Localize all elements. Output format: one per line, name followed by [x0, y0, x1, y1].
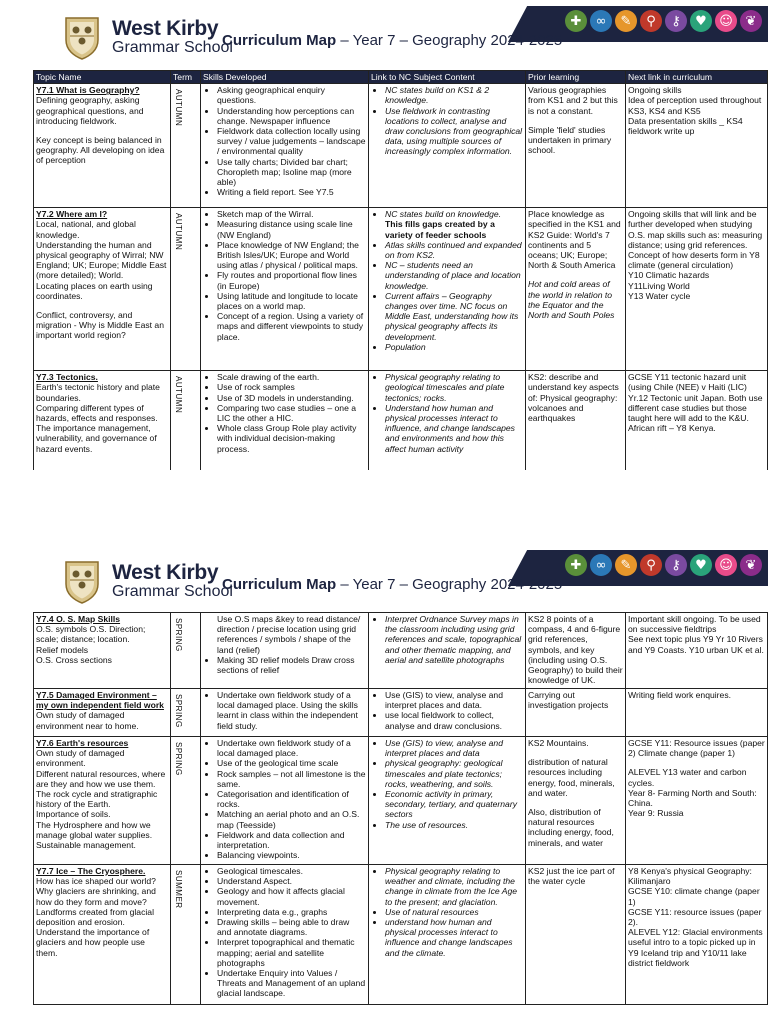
next-cell	[626, 208, 768, 371]
heart-icon: ♥	[690, 554, 712, 576]
prior-cell	[526, 208, 626, 371]
topic-cell	[34, 208, 171, 371]
next-text: Year 9: Russia	[628, 808, 684, 819]
nc-cell	[369, 84, 526, 208]
topic-cell	[34, 865, 171, 1005]
column-header: Next link in curriculum	[626, 71, 768, 84]
skills-cell	[201, 737, 369, 865]
curriculum-table-1	[33, 70, 768, 471]
topic-title: Y7.3 Tectonics.	[36, 372, 98, 383]
nc-item: • Economic activity in primary, secondary, tertiary, and quaternary sectors	[385, 789, 523, 820]
school-name	[112, 562, 233, 600]
key-icon: ⚷	[665, 554, 687, 576]
prior-text: KS2 Mountains.	[528, 738, 589, 748]
nc-item: • understand how human and physical processes interact to influence and change landscapes and the climate.	[385, 917, 523, 958]
next-text: See next topic plus Y9 Yr 10 Rivers and Y9 Coasts. Y10 urban UK et al.	[628, 634, 764, 655]
skill-item: • Scale drawing of the earth.	[217, 372, 366, 382]
prior-cell	[526, 865, 626, 1005]
next-text: Year 8- Farming North and South: China.	[628, 787, 757, 809]
topic-cell	[34, 371, 171, 471]
prior-text: Also, distribution of natural resources including energy, food, minerals, and water	[528, 807, 614, 848]
nc-item: • Use (GIS) to view, analyse and interpret places and data	[385, 738, 523, 758]
page-1	[0, 0, 768, 470]
leaf-icon: ❦	[740, 10, 762, 32]
topic-text: The importance management, vulnerability, and governance of hazard events.	[36, 423, 157, 454]
skill-item: • Comparing two case studies – one a LIC the other a HIC.	[217, 403, 366, 423]
topic-text: Key concept is being balanced in geography. All developing on idea of perception	[36, 135, 165, 166]
topic-cell	[34, 84, 171, 208]
column-header: Skills Developed	[201, 71, 369, 84]
prior-cell	[526, 737, 626, 865]
nc-item: • Physical geography relating to weather and climate, including the change in climate from the Ice Age to the present; and glaciation.	[385, 866, 523, 907]
topic-text: Own study of damaged environment near to home.	[36, 710, 139, 731]
values-icons	[565, 8, 762, 34]
next-text: Ongoing skills	[628, 85, 682, 96]
topic-cell	[34, 689, 171, 737]
table-row	[34, 737, 768, 865]
school-name	[112, 18, 233, 56]
school-name-line1: West Kirby	[112, 561, 219, 584]
leaf-icon: ❦	[740, 554, 762, 576]
nc-item: • Use of natural resources	[385, 907, 523, 917]
term-label: SUMMER	[174, 870, 184, 909]
nc-cell	[369, 737, 526, 865]
school-name-line2: Grammar School	[112, 583, 233, 600]
column-header: Term	[171, 71, 201, 84]
nc-item: • Atlas skills continued and expanded on from KS2.	[385, 240, 523, 260]
table-row	[34, 865, 768, 1005]
nc-item	[385, 209, 523, 240]
page-gap	[0, 470, 768, 544]
nc-item: • Use fieldwork in contrasting locations to collect, analyse and draw conclusions from geographical data, using multiple sources of increasingly complex information.	[385, 106, 523, 157]
skill-item: • Use of 3D models in understanding.	[217, 393, 366, 403]
skill-item: • Making 3D relief models Draw cross sections of relief	[217, 655, 366, 675]
topic-text: The Hydrosphere and how we manage global water supplies.	[36, 819, 153, 840]
nc-item: • Interpret Ordnance Survey maps in the classroom including using grid references and scale, topographical and other thematic mapping, and aerial and satellite photographs	[385, 614, 523, 665]
next-text: Concept of how deserts form in Y8 climate (general circulation)	[628, 250, 760, 271]
prior-text: Place knowledge as specified in the KS1 and KS2 Guide: World's 7 continents and 5 oceans; UK; Europe; North & South America	[528, 209, 621, 271]
topic-text: Importance of soils.	[36, 809, 111, 820]
nc-bold: This fills gaps created by a variety of feeder schools	[385, 219, 495, 240]
next-cell	[626, 689, 768, 737]
topic-text: Defining geography, asking geographical questions, and introducing fieldwork.	[36, 95, 144, 126]
table-row	[34, 84, 768, 208]
school-crest-icon	[64, 560, 100, 604]
nc-item: • physical geography: geological timescales and plate tectonics; rocks, weathering, and soils.	[385, 758, 523, 789]
topic-text: Comparing different types of hazards, effects and responses.	[36, 402, 158, 424]
term-label: SPRING	[174, 618, 184, 652]
nc-item: • The use of resources.	[385, 820, 523, 830]
runner-icon: ☺	[715, 554, 737, 576]
search-icon: ⚲	[640, 10, 662, 32]
prior-text: Various geographies from KS1 and 2 but this is not a constant.	[528, 85, 618, 116]
nc-item: • Use (GIS) to view, analyse and interpret places and data.	[385, 690, 523, 710]
title-bold: Curriculum Map	[222, 576, 337, 593]
nc-cell	[369, 208, 526, 371]
next-text: Y8 Kenya's physical Geography: Kilimanjaro	[628, 866, 752, 887]
skills-cell	[201, 613, 369, 689]
table-row	[34, 613, 768, 689]
topic-text: Locating places on earth using coordinates.	[36, 280, 153, 301]
chain-icon: ∞	[590, 554, 612, 576]
topic-text: Local, national, and global knowledge.	[36, 219, 136, 240]
skill-item: • Undertake Enquiry into Values / Threats and Management of an upland glacial landscape.	[217, 968, 366, 999]
skills-cell	[201, 865, 369, 1005]
next-text: ALEVEL Y12: Glacial environments useful intro to a topic picked up in Y9 Iceland trip and Y10/11 lake district fieldwork	[628, 927, 763, 968]
nc-cell	[369, 689, 526, 737]
term-label: SPRING	[174, 742, 184, 776]
skill-item: • Fieldwork data collection locally using survey / value judgements – landscape / environmental quality	[217, 126, 366, 157]
term-label: AUTUMN	[174, 89, 184, 127]
next-text: GCSE Y11 tectonic hazard unit (using Chile (NEE) v Haiti (LIC)	[628, 372, 747, 393]
skill-item: • Interpreting data e.g., graphs	[217, 907, 366, 917]
next-cell	[626, 371, 768, 471]
next-cell	[626, 613, 768, 689]
nc-item: • use local fieldwork to collect, analyse and draw conclusions.	[385, 710, 523, 730]
chain-icon: ∞	[590, 10, 612, 32]
term-label: AUTUMN	[174, 376, 184, 414]
topic-text: Relief models	[36, 644, 89, 655]
table-row	[34, 371, 768, 471]
topic-title: Y7.1 What is Geography?	[36, 85, 140, 96]
skill-item: • Use tally charts; Divided bar chart; Choropleth map; Isoline map (more able)	[217, 157, 366, 188]
nc-item: • Physical geography relating to geological timescales and plate tectonics; rocks.	[385, 372, 523, 403]
skills-cell	[201, 371, 369, 471]
page-header	[0, 544, 768, 612]
topic-title: Y7.5 Damaged Environment – my own independent field work	[36, 690, 164, 711]
school-crest-icon	[64, 16, 100, 60]
topic-text: Earth's tectonic history and plate boundaries.	[36, 382, 160, 403]
skill-item: • Undertake own fieldwork study of a local damaged place.	[217, 738, 366, 758]
skill-item: • Whole class Group Role play activity with individual decision-making process.	[217, 423, 366, 454]
title-bold: Curriculum Map	[222, 32, 337, 49]
column-header: Link to NC Subject Content	[369, 71, 526, 84]
school-name-line2: Grammar School	[112, 39, 233, 56]
table-row	[34, 208, 768, 371]
nc-item: • Current affairs – Geography changes over time. NC focus on Middle East, understanding how its physical geography affects its development.	[385, 291, 523, 342]
puzzle-icon: ✚	[565, 554, 587, 576]
term-label: SPRING	[174, 694, 184, 728]
nc-cell	[369, 865, 526, 1005]
topic-title: Y7.2 Where am I?	[36, 209, 108, 220]
topic-text: O.S. Cross sections	[36, 654, 112, 665]
term-cell	[171, 737, 201, 865]
skill-item: • Use of the geological time scale	[217, 758, 366, 768]
next-text: GCSE Y11: Resource issues (paper 2) Climate change (paper 1)	[628, 738, 765, 759]
topic-cell	[34, 613, 171, 689]
title-rest: – Year 7 – Geography 2024-2025	[336, 32, 563, 49]
term-cell	[171, 84, 201, 208]
skill-item: • Categorisation and identification of rocks.	[217, 789, 366, 809]
skill-item: • Asking geographical enquiry questions.	[217, 85, 366, 105]
skill-item: • Drawing skills – being able to draw and annotate diagrams.	[217, 917, 366, 937]
skills-cell	[201, 84, 369, 208]
nc-text: NC states build on knowledge.	[385, 209, 502, 220]
next-cell	[626, 84, 768, 208]
column-header: Prior learning	[526, 71, 626, 84]
runner-icon: ☺	[715, 10, 737, 32]
search-icon: ⚲	[640, 554, 662, 576]
topic-title: Y7.4 O. S. Map Skills	[36, 614, 121, 624]
term-cell	[171, 371, 201, 471]
topic-text: The rock cycle and stratigraphic history of the Earth.	[36, 789, 158, 810]
next-text: Y13 Water cycle	[628, 290, 691, 301]
next-text: ALEVEL Y13 water and carbon cycles.	[628, 767, 747, 788]
school-name-line1: West Kirby	[112, 17, 219, 40]
topic-title: Y7.7 Ice – The Cryosphere.	[36, 866, 146, 876]
prior-text: KS2 8 points of a compass, 4 and 6-figure grid references, symbols, and key (including using O.S. Geography) to build their knowledge of UK.	[528, 614, 623, 686]
prior-cell	[526, 371, 626, 471]
prior-text: Simple 'field' studies undertaken in primary school.	[528, 124, 612, 156]
curriculum-table-2	[33, 612, 768, 1005]
topic-text: O.S. symbols O.S. Direction; scale; distance; location.	[36, 624, 146, 645]
skill-item: • Geology and how it affects glacial movement.	[217, 886, 366, 906]
table-row	[34, 689, 768, 737]
skill-item: • Interpret topographical and thematic mapping; aerial and satellite photographs	[217, 937, 366, 968]
topic-text: Conflict, controversy, and migration - Why is Middle East an important world region?	[36, 310, 164, 341]
page-title	[222, 576, 562, 593]
values-icons	[565, 552, 762, 578]
next-text: Y11Living World	[628, 280, 690, 291]
key-icon: ⚷	[665, 10, 687, 32]
term-cell	[171, 208, 201, 371]
prior-cell	[526, 689, 626, 737]
puzzle-icon: ✚	[565, 10, 587, 32]
skill-item: • Writing a field report. See Y7.5	[217, 187, 366, 197]
nc-cell	[369, 613, 526, 689]
prior-text: distribution of natural resources including energy, food, minerals, and water.	[528, 757, 615, 798]
prior-text: KS2: describe and understand key aspects of: Physical geography: volcanoes and earthquakes	[528, 372, 619, 424]
table-header-row	[34, 71, 768, 84]
topic-text: Understanding the human and physical geography of Wirral; NW England; UK; Europe; Middle East (more detailed); World.	[36, 239, 167, 281]
term-cell	[171, 689, 201, 737]
nc-item: • Population	[385, 342, 523, 352]
prior-cell	[526, 84, 626, 208]
skill-item: • Undertake own fieldwork study of a local damaged place. Using the skills learnt in class within the independent field study.	[217, 690, 366, 731]
nc-item: • Understand how human and physical processes interact to influence, and change landscapes and environments and how this affect human activity	[385, 403, 523, 454]
skills-cell	[201, 208, 369, 371]
topic-text: How has ice shaped our world? Why glaciers are shrinking, and how do they form and move? Landforms created from glacial deposition and erosion. Understand the importance of glaciers and how people use them.	[36, 876, 156, 958]
prior-text: Hot and cold areas of the world in relation to the Equator and the North and South Poles	[528, 279, 615, 321]
prior-text: Carrying out investigation projects	[528, 690, 609, 711]
skill-item: • Concept of a region. Using a variety of maps and different viewpoints to study place.	[217, 311, 366, 342]
column-header: Topic Name	[34, 71, 171, 84]
next-text: Important skill ongoing. To be used on successive fieldtrips	[628, 614, 761, 635]
skill-lead: Use O.S maps &key to read distance/ direction / precise location using grid references / symbols / shape of the land (relief)	[217, 614, 361, 655]
paint-icon: ✎	[615, 554, 637, 576]
topic-text: Sustainable management.	[36, 840, 136, 851]
next-text: Ongoing skills that will link and be further developed when studying O.S. map skills such as: measuring distance; using grid references.	[628, 209, 763, 250]
next-text: Data presentation skills _ KS4 fieldwork write up	[628, 115, 743, 137]
skill-item: • Understanding how perceptions can change. Newspaper influence	[217, 106, 366, 126]
prior-cell	[526, 613, 626, 689]
topic-title: Y7.6 Earth's resources	[36, 738, 129, 748]
topic-text: Own study of damaged environment.	[36, 748, 125, 769]
paint-icon: ✎	[615, 10, 637, 32]
skill-item: • Sketch map of the Wirral.	[217, 209, 366, 219]
nc-item: • NC states build on KS1 & 2 knowledge.	[385, 85, 523, 105]
next-cell	[626, 865, 768, 1005]
skill-item: • Measuring distance using scale line (NW England)	[217, 219, 366, 239]
term-cell	[171, 613, 201, 689]
title-rest: – Year 7 – Geography 2024-2025	[336, 576, 563, 593]
skill-item: • Rock samples – not all limestone is the same.	[217, 769, 366, 789]
next-text: GCSE Y11: resource issues (paper 2).	[628, 906, 762, 928]
next-text: Idea of perception used throughout KS3, KS4 and KS5	[628, 95, 762, 116]
page-header	[0, 0, 768, 68]
next-cell	[626, 737, 768, 865]
heart-icon: ♥	[690, 10, 712, 32]
skills-cell	[201, 689, 369, 737]
skill-item: • Fly routes and proportional flow lines (in Europe)	[217, 270, 366, 290]
next-text: Writing field work enquires.	[628, 690, 732, 700]
prior-text: KS2 just the ice part of the water cycle	[528, 866, 615, 887]
skill-item: • Fieldwork and data collection and interpretation.	[217, 830, 366, 850]
nc-cell	[369, 371, 526, 471]
skill-item: • Use of rock samples	[217, 382, 366, 392]
skill-item: • Geological timescales.	[217, 866, 366, 876]
skill-item: • Understand Aspect.	[217, 876, 366, 886]
nc-item: • NC – students need an understanding of place and location knowledge.	[385, 260, 523, 291]
next-text: Y10 Climatic hazards	[628, 270, 710, 281]
skill-item: • Matching an aerial photo and an O.S. map (Teesside)	[217, 809, 366, 829]
topic-text: Different natural resources, where are they and how we use them.	[36, 768, 166, 789]
term-label: AUTUMN	[174, 213, 184, 251]
skill-item: • Using latitude and longitude to locate places on a world map.	[217, 291, 366, 311]
term-cell	[171, 865, 201, 1005]
topic-cell	[34, 737, 171, 865]
next-text: Yr.12 Tectonic unit Japan. Both use different case studies but those taught here will add to the K&U. African rift – Y8 Kenya.	[628, 392, 763, 434]
next-text: GCSE Y10: climate change (paper 1)	[628, 886, 760, 907]
skill-item: • Place knowledge of NW England; the British Isles/UK; Europe and World using atlas / physical / political maps.	[217, 240, 366, 271]
skill-item: • Balancing viewpoints.	[217, 850, 366, 860]
page-title	[222, 32, 562, 49]
